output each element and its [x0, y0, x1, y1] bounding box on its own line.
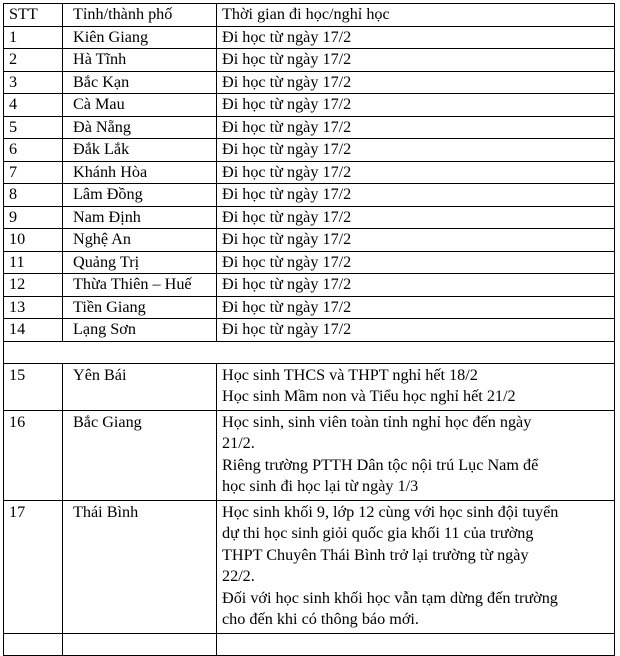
cell-time: Đi học từ ngày 17/2 — [217, 49, 615, 72]
cell-stt: 7 — [4, 161, 63, 184]
cell-time: Đi học từ ngày 17/2 — [217, 94, 615, 117]
cell-time: Đi học từ ngày 17/2 — [217, 206, 615, 229]
cell-time: Đi học từ ngày 17/2 — [217, 184, 615, 207]
cell-stt: 9 — [4, 206, 63, 229]
detail-line: dự thi học sinh giỏi quốc gia khối 11 của trường — [222, 524, 534, 542]
cell-province: Kiên Giang — [63, 26, 217, 49]
cell-stt: 16 — [4, 410, 63, 500]
cell-stt: 1 — [4, 26, 63, 49]
header-stt: STT — [4, 4, 63, 27]
table-row-cutoff — [4, 633, 615, 656]
cell-time: Đi học từ ngày 17/2 — [217, 139, 615, 162]
cell-province: Hà Tĩnh — [63, 49, 217, 72]
table-row — [4, 161, 615, 184]
table-row-detail — [4, 410, 615, 500]
cell-time: Đi học từ ngày 17/2 — [217, 274, 615, 297]
school-schedule-table — [3, 3, 615, 656]
cell-province — [63, 633, 217, 656]
detail-line: Riêng trường PTTH Dân tộc nội trú Lục Nam để — [222, 455, 539, 474]
cell-province: Lạng Sơn — [63, 319, 217, 342]
table-row — [4, 94, 615, 117]
cell-stt: 2 — [4, 49, 63, 72]
cell-time: Đi học từ ngày 17/2 — [217, 319, 615, 342]
cell-stt: 8 — [4, 184, 63, 207]
detail-line: Học sinh Mầm non và Tiểu học nghỉ hết 21/2 — [222, 387, 516, 405]
cell-stt: 3 — [4, 71, 63, 94]
cell-province: Nam Định — [63, 206, 217, 229]
cell-stt: 14 — [4, 319, 63, 342]
cell-stt: 17 — [4, 500, 63, 633]
detail-line: Học sinh THCS và THPT nghỉ hết 18/2 — [222, 365, 478, 384]
empty-separator-cell — [4, 341, 615, 363]
cell-time: Đi học từ ngày 17/2 — [217, 296, 615, 319]
cell-province: Thừa Thiên – Huế — [63, 274, 217, 297]
cell-province: Thái Bình — [63, 500, 217, 633]
separator-row — [4, 341, 615, 363]
cell-time: Đi học từ ngày 17/2 — [217, 251, 615, 274]
cell-province: Nghệ An — [63, 229, 217, 252]
cell-province: Bắc Giang — [63, 410, 217, 500]
table-row — [4, 116, 615, 139]
table-row — [4, 206, 615, 229]
cell-time — [217, 363, 615, 410]
cell-province: Lâm Đồng — [63, 184, 217, 207]
detail-line: cho đến khi có thông báo mới. — [222, 610, 419, 628]
header-time: Thời gian đi học/nghỉ học — [217, 4, 615, 27]
cell-time: Đi học từ ngày 17/2 — [217, 26, 615, 49]
cell-time: Đi học từ ngày 17/2 — [217, 161, 615, 184]
detail-line: Học sinh khối 9, lớp 12 cùng với học sinh đội tuyển — [222, 502, 559, 521]
table-row-detail — [4, 363, 615, 410]
cell-province: Đắk Lắk — [63, 139, 217, 162]
detail-line: học sinh đi học lại từ ngày 1/3 — [222, 477, 419, 495]
detail-line: THPT Chuyên Thái Bình trở lại trường từ ngày — [222, 545, 529, 564]
table-row — [4, 184, 615, 207]
cell-province: Đà Nẵng — [63, 116, 217, 139]
cell-time — [217, 633, 615, 656]
cell-stt: 15 — [4, 363, 63, 410]
detail-line: 21/2. — [222, 434, 255, 452]
table-row — [4, 139, 615, 162]
cell-stt: 5 — [4, 116, 63, 139]
cell-stt: 11 — [4, 251, 63, 274]
table-header-row — [4, 4, 615, 27]
cell-time — [217, 500, 615, 633]
cell-time: Đi học từ ngày 17/2 — [217, 71, 615, 94]
cell-province: Cà Mau — [63, 94, 217, 117]
cell-stt: 12 — [4, 274, 63, 297]
table-row — [4, 319, 615, 342]
table-row-detail — [4, 500, 615, 633]
cell-time: Đi học từ ngày 17/2 — [217, 229, 615, 252]
cell-stt: 6 — [4, 139, 63, 162]
table-row — [4, 49, 615, 72]
detail-line: 22/2. — [222, 567, 255, 585]
detail-line: Đối với học sinh khối học vẫn tạm dừng đến trường — [222, 588, 558, 607]
cell-time: Đi học từ ngày 17/2 — [217, 116, 615, 139]
cell-stt — [4, 633, 63, 656]
header-province: Tỉnh/thành phố — [63, 4, 217, 27]
cell-province: Bắc Kạn — [63, 71, 217, 94]
table-row — [4, 26, 615, 49]
table-row — [4, 251, 615, 274]
table-row — [4, 229, 615, 252]
cell-province: Khánh Hòa — [63, 161, 217, 184]
table-row — [4, 296, 615, 319]
cell-province: Yên Bái — [63, 363, 217, 410]
cell-time — [217, 410, 615, 500]
cell-province: Quảng Trị — [63, 251, 217, 274]
cell-stt: 13 — [4, 296, 63, 319]
cell-province: Tiền Giang — [63, 296, 217, 319]
cell-stt: 10 — [4, 229, 63, 252]
table-row — [4, 274, 615, 297]
cell-stt: 4 — [4, 94, 63, 117]
table-container — [3, 3, 615, 656]
table-row — [4, 71, 615, 94]
detail-line: Học sinh, sinh viên toàn tỉnh nghỉ học đến ngày — [222, 412, 532, 431]
